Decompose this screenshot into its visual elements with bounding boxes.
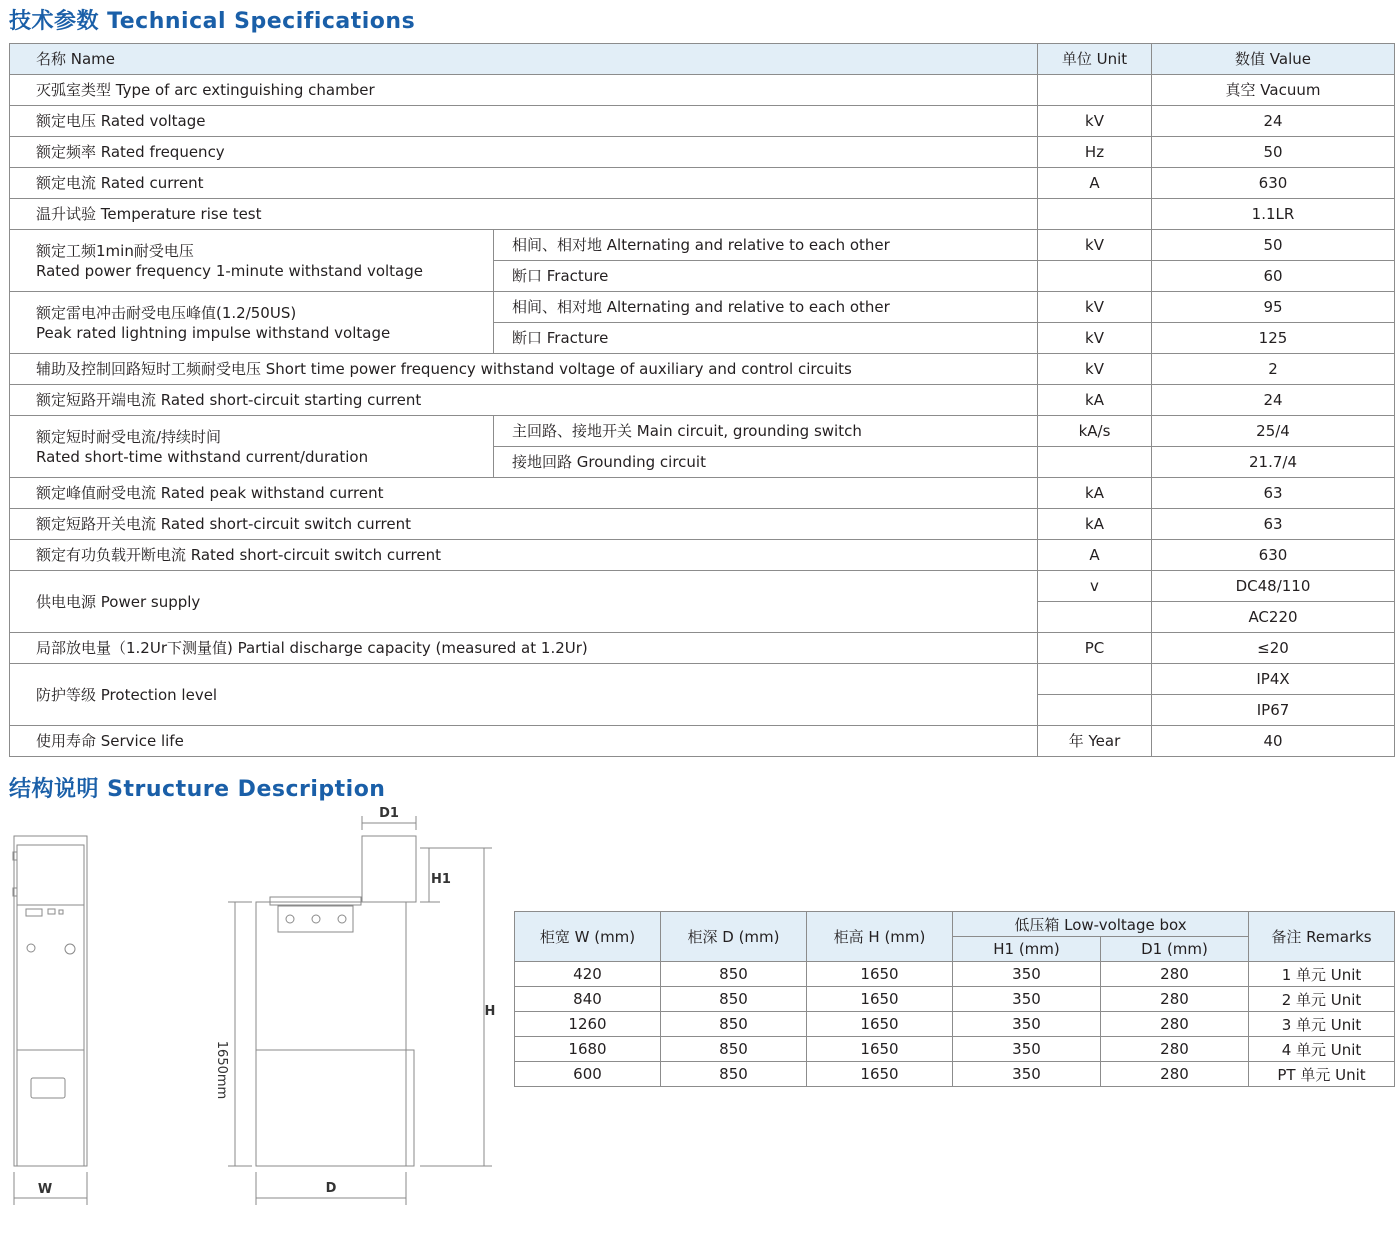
table-row <box>10 478 1395 509</box>
cell-h1: 350 <box>953 1012 1101 1037</box>
param-unit: kV <box>1038 230 1152 261</box>
cell-depth: 850 <box>661 1037 807 1062</box>
structure-section-title: 结构说明 Structure Description <box>9 777 386 802</box>
param-name: 局部放电量（1.2Ur下测量值) Partial discharge capacity (measured at 1.2Ur) <box>10 633 1038 664</box>
cell-remarks: 2 单元 Unit <box>1249 987 1395 1012</box>
param-unit: kA/s <box>1038 416 1152 447</box>
cell-h1: 350 <box>953 962 1101 987</box>
table-row <box>10 106 1395 137</box>
header-value: 数值 Value <box>1152 44 1395 75</box>
param-value: 60 <box>1152 261 1395 292</box>
param-unit <box>1038 447 1152 478</box>
table-row <box>10 199 1395 230</box>
front-view <box>13 836 87 1205</box>
param-name-cn: 额定雷电冲击耐受电压峰值(1.2/50US) <box>36 303 297 322</box>
cell-d1: 280 <box>1101 1062 1249 1087</box>
param-value: 125 <box>1152 323 1395 354</box>
param-unit: kA <box>1038 509 1152 540</box>
param-unit: kV <box>1038 106 1152 137</box>
cell-d1: 280 <box>1101 1037 1249 1062</box>
cell-depth: 850 <box>661 1062 807 1087</box>
param-name: 使用寿命 Service life <box>10 726 1038 757</box>
cell-height: 1650 <box>807 1062 953 1087</box>
table-header-row <box>10 44 1395 75</box>
param-unit: Hz <box>1038 137 1152 168</box>
param-value: 真空 Vacuum <box>1152 75 1395 106</box>
table-row <box>10 354 1395 385</box>
sub-param-label: 断口 Fracture <box>494 323 1038 354</box>
param-name: 额定电压 Rated voltage <box>10 106 1038 137</box>
table-row <box>10 571 1395 602</box>
param-name-multiline <box>10 292 494 354</box>
cell-width: 420 <box>515 962 661 987</box>
cell-d1: 280 <box>1101 1012 1249 1037</box>
table-row <box>10 664 1395 695</box>
cell-depth: 850 <box>661 962 807 987</box>
param-value: 630 <box>1152 168 1395 199</box>
dimensions-table <box>514 911 1395 1087</box>
param-value: AC220 <box>1152 602 1395 633</box>
header-unit: 单位 Unit <box>1038 44 1152 75</box>
header-width: 柜宽 W (mm) <box>515 912 661 962</box>
cell-width: 1260 <box>515 1012 661 1037</box>
sub-param-label: 相间、相对地 Alternating and relative to each other <box>494 230 1038 261</box>
cell-h1: 350 <box>953 1062 1101 1087</box>
param-unit: v <box>1038 571 1152 602</box>
d1-label: D1 <box>379 806 399 821</box>
cell-h1: 350 <box>953 1037 1101 1062</box>
param-name: 供电电源 Power supply <box>10 571 1038 633</box>
param-name: 额定短路开关电流 Rated short-circuit switch current <box>10 509 1038 540</box>
param-unit: A <box>1038 540 1152 571</box>
dim-row <box>515 1062 1395 1087</box>
param-value: 63 <box>1152 509 1395 540</box>
cell-height: 1650 <box>807 1012 953 1037</box>
cell-height: 1650 <box>807 1037 953 1062</box>
param-value: 21.7/4 <box>1152 447 1395 478</box>
header-remarks: 备注 Remarks <box>1249 912 1395 962</box>
dim-row <box>515 1012 1395 1037</box>
param-name-multiline <box>10 230 494 292</box>
table-row <box>10 75 1395 106</box>
spec-section-title: 技术参数 Technical Specifications <box>9 9 416 34</box>
height-dimension-label: 1650mm <box>214 1040 229 1100</box>
param-name: 防护等级 Protection level <box>10 664 1038 726</box>
header-name: 名称 Name <box>10 44 1038 75</box>
sub-param-label: 断口 Fracture <box>494 261 1038 292</box>
param-value: IP4X <box>1152 664 1395 695</box>
param-name-multiline <box>10 416 494 478</box>
param-name: 灭弧室类型 Type of arc extinguishing chamber <box>10 75 1038 106</box>
param-value: 40 <box>1152 726 1395 757</box>
param-unit: kA <box>1038 385 1152 416</box>
param-name-en: Rated short-time withstand current/duration <box>36 447 369 466</box>
table-row <box>10 633 1395 664</box>
param-unit <box>1038 602 1152 633</box>
header-lv-box: 低压箱 Low-voltage box <box>953 912 1249 937</box>
sub-param-label: 相间、相对地 Alternating and relative to each other <box>494 292 1038 323</box>
table-row <box>10 509 1395 540</box>
param-value: 25/4 <box>1152 416 1395 447</box>
param-value: 50 <box>1152 230 1395 261</box>
cell-h1: 350 <box>953 987 1101 1012</box>
param-value: 630 <box>1152 540 1395 571</box>
table-row <box>10 137 1395 168</box>
cell-width: 840 <box>515 987 661 1012</box>
param-value: IP67 <box>1152 695 1395 726</box>
cell-d1: 280 <box>1101 962 1249 987</box>
header-height: 柜高 H (mm) <box>807 912 953 962</box>
param-value: DC48/110 <box>1152 571 1395 602</box>
sub-param-label: 接地回路 Grounding circuit <box>494 447 1038 478</box>
header-h1: H1 (mm) <box>953 937 1101 962</box>
param-name: 额定峰值耐受电流 Rated peak withstand current <box>10 478 1038 509</box>
h1-label: H1 <box>431 872 451 887</box>
header-d1: D1 (mm) <box>1101 937 1249 962</box>
param-unit: kV <box>1038 354 1152 385</box>
param-unit <box>1038 695 1152 726</box>
param-unit <box>1038 664 1152 695</box>
table-row <box>10 292 1395 323</box>
technical-specifications-table <box>9 43 1395 757</box>
dim-row <box>515 987 1395 1012</box>
cabinet-dimension-drawing <box>0 800 510 1220</box>
param-unit: PC <box>1038 633 1152 664</box>
param-value: 24 <box>1152 385 1395 416</box>
param-name: 辅助及控制回路短时工频耐受电压 Short time power frequency withstand voltage of auxiliary and control circuits <box>10 354 1038 385</box>
param-unit: 年 Year <box>1038 726 1152 757</box>
param-name-cn: 额定工频1min耐受电压 <box>36 241 194 260</box>
cell-remarks: PT 单元 Unit <box>1249 1062 1395 1087</box>
param-unit <box>1038 75 1152 106</box>
param-name-cn: 额定短时耐受电流/持续时间 <box>36 427 222 446</box>
cell-height: 1650 <box>807 962 953 987</box>
sub-param-label: 主回路、接地开关 Main circuit, grounding switch <box>494 416 1038 447</box>
table-row <box>10 168 1395 199</box>
param-unit: kV <box>1038 292 1152 323</box>
table-row <box>10 385 1395 416</box>
param-unit <box>1038 199 1152 230</box>
table-row <box>10 230 1395 261</box>
dim-row <box>515 1037 1395 1062</box>
cell-remarks: 1 单元 Unit <box>1249 962 1395 987</box>
cell-depth: 850 <box>661 987 807 1012</box>
param-name-en: Peak rated lightning impulse withstand voltage <box>36 323 391 342</box>
cell-remarks: 4 单元 Unit <box>1249 1037 1395 1062</box>
cell-remarks: 3 单元 Unit <box>1249 1012 1395 1037</box>
param-unit <box>1038 261 1152 292</box>
cell-d1: 280 <box>1101 987 1249 1012</box>
cell-width: 1680 <box>515 1037 661 1062</box>
cell-height: 1650 <box>807 987 953 1012</box>
param-name-en: Rated power frequency 1-minute withstand voltage <box>36 261 423 280</box>
param-value: 2 <box>1152 354 1395 385</box>
dim-row <box>515 962 1395 987</box>
header-depth: 柜深 D (mm) <box>661 912 807 962</box>
param-value: 95 <box>1152 292 1395 323</box>
param-value: 24 <box>1152 106 1395 137</box>
param-value: 1.1LR <box>1152 199 1395 230</box>
param-name: 额定有功负载开断电流 Rated short-circuit switch current <box>10 540 1038 571</box>
param-name: 温升试验 Temperature rise test <box>10 199 1038 230</box>
param-value: 50 <box>1152 137 1395 168</box>
depth-label: D <box>325 1181 337 1196</box>
param-name: 额定频率 Rated frequency <box>10 137 1038 168</box>
height-label: H <box>484 1004 496 1019</box>
param-unit: kV <box>1038 323 1152 354</box>
param-value: ≤20 <box>1152 633 1395 664</box>
width-label: W <box>37 1182 53 1197</box>
side-view <box>228 816 492 1205</box>
param-unit: kA <box>1038 478 1152 509</box>
cell-width: 600 <box>515 1062 661 1087</box>
cell-depth: 850 <box>661 1012 807 1037</box>
table-row <box>10 416 1395 447</box>
table-row <box>10 726 1395 757</box>
table-row <box>10 540 1395 571</box>
param-unit: A <box>1038 168 1152 199</box>
param-name: 额定短路开端电流 Rated short-circuit starting current <box>10 385 1038 416</box>
param-name: 额定电流 Rated current <box>10 168 1038 199</box>
dim-header-row <box>515 912 1395 937</box>
param-value: 63 <box>1152 478 1395 509</box>
